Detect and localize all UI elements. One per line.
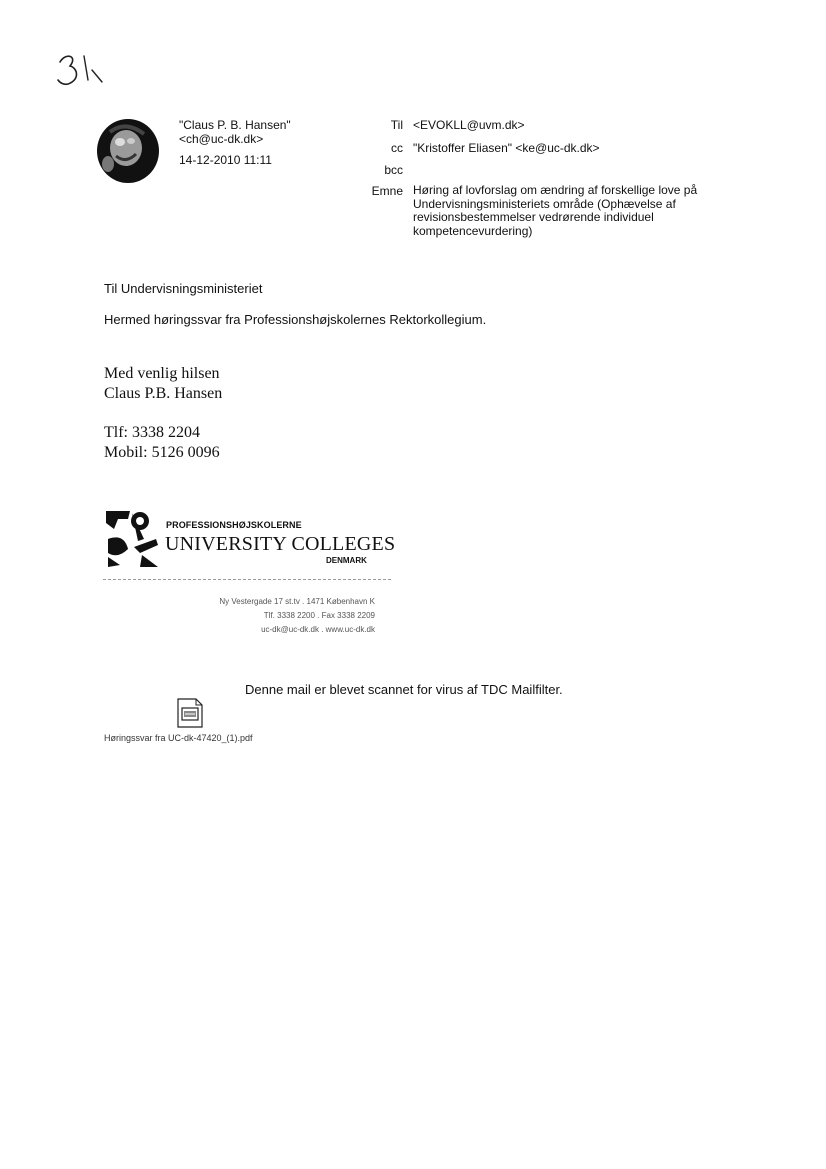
intro-text: Hermed høringssvar fra Professionshøjskolernes Rektorkollegium.	[104, 312, 487, 327]
university-colleges-logo-icon	[104, 509, 160, 567]
logo-subtitle: PROFESSIONSHØJSKOLERNE	[166, 520, 302, 530]
address-line: Ny Vestergade 17 st.tv . 1471 København K	[219, 597, 375, 606]
logo-country: DENMARK	[326, 556, 367, 565]
subject-label: Emne	[371, 184, 403, 198]
greeting: Til Undervisningsministeriet	[104, 281, 263, 296]
handwritten-page-number	[52, 48, 112, 92]
bcc-label: bcc	[384, 163, 403, 177]
phone-fax-line: Tlf. 3338 2200 . Fax 3338 2209	[263, 611, 375, 620]
pdf-file-icon[interactable]	[177, 698, 203, 728]
mobile-number: Mobil: 5126 0096	[104, 444, 220, 461]
sent-date: 14-12-2010 11:11	[179, 153, 272, 167]
sender-name: "Claus P. B. Hansen"	[179, 118, 291, 132]
phone-number: Tlf: 3338 2204	[104, 424, 200, 441]
cc-value: "Kristoffer Eliasen" <ke@uc-dk.dk>	[413, 141, 600, 155]
cc-label: cc	[391, 141, 403, 155]
sender-email: <ch@uc-dk.dk>	[179, 132, 264, 146]
attachment-filename[interactable]: Høringssvar fra UC-dk-47420_(1).pdf	[104, 733, 253, 743]
logo-title: UNIVERSITY COLLEGES	[165, 533, 396, 555]
email-web-line: uc-dk@uc-dk.dk . www.uc-dk.dk	[261, 625, 375, 634]
to-label: Til	[390, 118, 403, 132]
avatar	[96, 118, 160, 184]
divider	[103, 579, 391, 580]
closing: Med venlig hilsen	[104, 365, 220, 382]
subject-value: Høring af lovforslag om ændring af forskellige love på Undervisningsministeriets område (Ophævelse af revisionsbestemmelser vedrørende individuel kompetencevurdering)	[413, 183, 698, 238]
to-value: <EVOKLL@uvm.dk>	[413, 118, 525, 132]
signature-name: Claus P.B. Hansen	[104, 385, 223, 402]
virus-scan-notice: Denne mail er blevet scannet for virus af TDC Mailfilter.	[245, 682, 563, 697]
